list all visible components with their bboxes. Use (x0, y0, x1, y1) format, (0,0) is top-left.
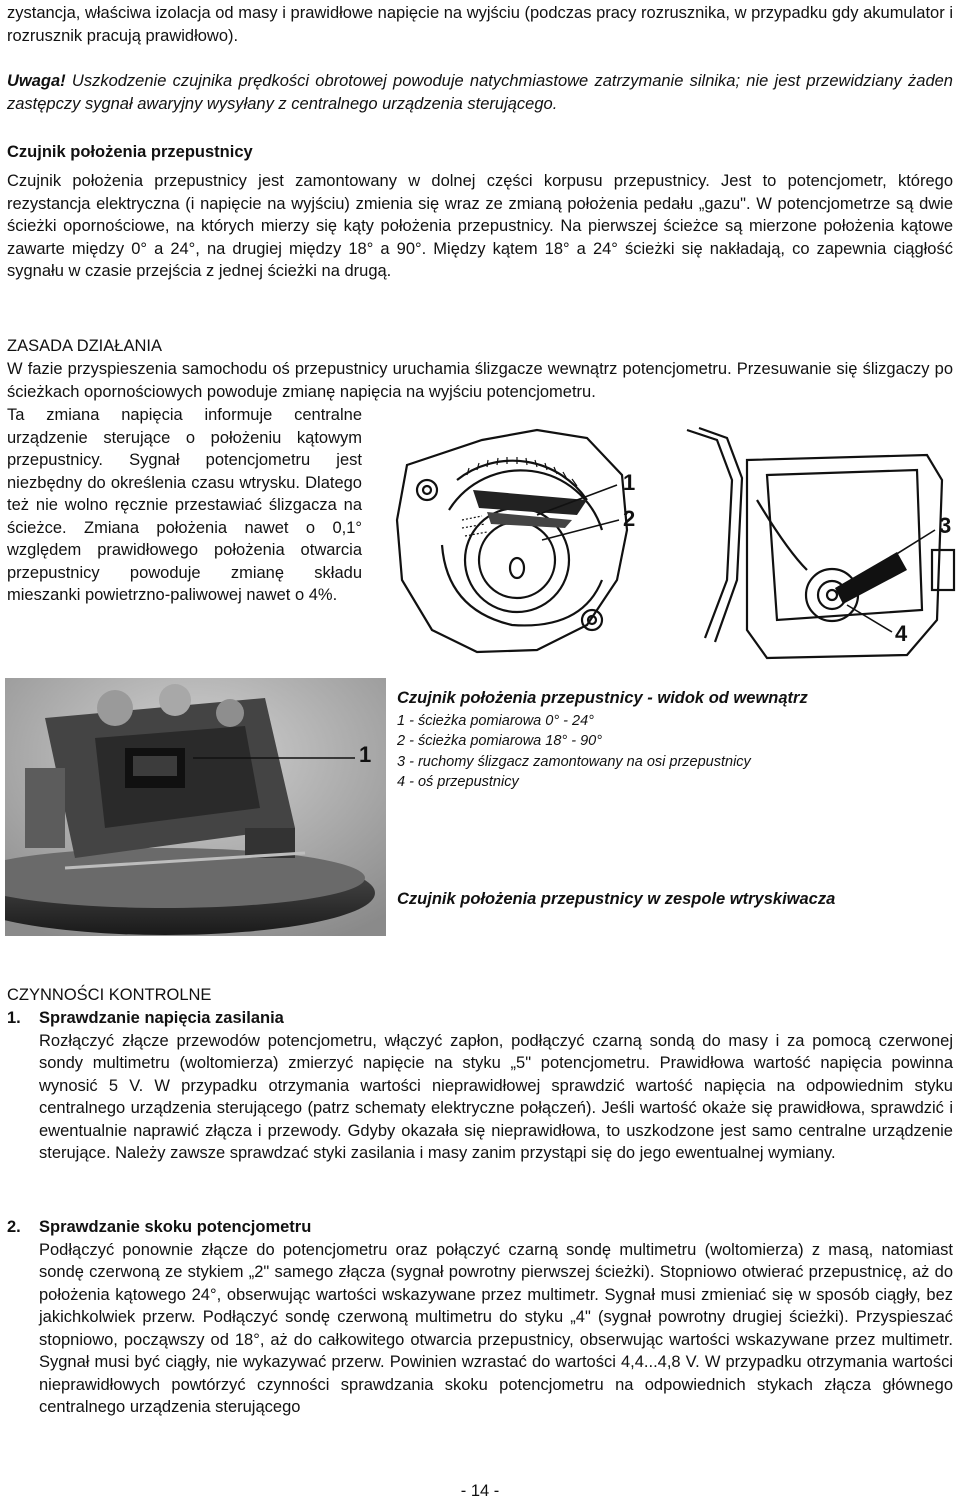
callout-2: 2 (623, 506, 636, 531)
zasada-lead-paragraph: W fazie przyspieszenia samochodu oś przepustnicy uruchamia ślizgacze wewnątrz potencjometru. Przesuwanie się ślizgaczy po ścieżkach oporności​owych powoduje zmianę napięcia na wyjściu potencjometru. (7, 360, 953, 401)
photo-callout-1: 1 (359, 742, 372, 767)
sensor-photo (5, 678, 386, 936)
caption-item: 4 - oś przepustnicy (397, 774, 519, 790)
page-number: - 14 - (460, 1482, 500, 1500)
section-heading-tps: Czujnik położenia przepustnicy (7, 143, 253, 161)
callout-1: 1 (623, 470, 636, 495)
tps-paragraph: Czujnik położenia przepustnicy jest zamontowany w dolnej części korpusu przepustnicy. Jest to potencjometr, którego rezystancja elektryczna (i napięcie na wyjściu) zmienia się wraz ze zmianą położenia pedału „gazu". W potencjometrze są dwie ścieżki oporności​owe, na których mierzy się kąty położenia przepustnicy. Na pierwszej ścieżce są mierzone położenia kątowe zawarte między 0° a 24°, na drugiej między 18° a 90°. Między kątem 18° a 24° ścieżki się nakładają, co zapewnia ciągłość sygnału w czasie przejścia z jednej ścieżki na drugą. (7, 172, 953, 280)
step-number: 2. (7, 1218, 21, 1236)
intro-paragraph: zystancja, właściwa izolacja od masy i prawidłowe napięcie na wyjściu (podczas pracy rozrusznika, w przypadku gdy akumulator i rozrusznik pracują prawidłowo). (7, 4, 953, 45)
section-heading-checks: CZYNNOŚCI KONTROLNE (7, 986, 212, 1004)
sensor-photo-image (5, 678, 386, 936)
warning-text: Uszkodzenie czujnika prędkości obrotowej powoduje natychmiastowe zatrzymanie silnika; nie jest przewidziany żaden zastępczy sygnał awaryjny wysyłany z centralnego urządzenia sterującego. (7, 72, 953, 113)
check-step (7, 1216, 953, 1419)
caption-item: 2 - ścieżka pomiarowa 18° - 90° (397, 733, 603, 749)
diagram-drawing (387, 420, 957, 668)
zasada-wrapped-paragraph: Ta zmiana napięcia informuje centralne urządzenie sterujące o położeniu kątowym przepustnicy. Sygnał potencjometru jest niezbędny do określenia czasu wtrysku. Dlatego też nie wolno ręcznie przestawiać ślizgacza na ścieżce. Zmiana położenia nawet o 0,1° względem prawidłowego położenia otwarcia przepustnicy powoduje zmianę składu mieszanki powietrzno-paliwowej nawet o 4%. (7, 406, 362, 604)
check-step (7, 1007, 953, 1165)
warning-paragraph (7, 70, 953, 115)
section-heading-zasada: ZASADA DZIAŁANIA (7, 337, 162, 355)
diagram-caption (397, 688, 953, 793)
step-title: Sprawdzanie napięcia zasilania (39, 1009, 284, 1027)
warning-label: Uwaga! (7, 72, 66, 90)
step-title: Sprawdzanie skoku potencjometru (39, 1218, 312, 1236)
photo-caption: Czujnik położenia przepustnicy w zespole wtryskiwacza (397, 890, 836, 908)
throttle-sensor-diagram (387, 420, 957, 668)
caption-item: 3 - ruchomy ślizgacz zamontowany na osi przepustnicy (397, 753, 751, 770)
callout-4: 4 (895, 621, 908, 646)
step-body: Rozłączyć złącze przewodów potencjometru, włączyć zapłon, podłączyć czarną sondą do masy i za pomocą czerwonej sondy multimetru (woltomierza) zmierzyć napięcie na styku „5" potencjometru. Prawidłowa wartość napięcia powinna wynosić 5 V. W przypadku otrzymania wartości nieprawidłowej sprawdzić wartość napięcia na odpowiednim styku centralnego urządzenia sterującego (patrz schematy elektryczne połączeń). Jeśli wartość okaże się prawidłowa, sprawdzić i ewentualnie naprawić złącza i przewody. Gdyby okazała się nieprawidłowa, to uszkodzone jest samo centralne urządzenie sterujące. Należy zawsze sprawdzać styki zasilania i masy zanim przystąpi się do jego ewentualnej wymiany. (39, 1031, 953, 1162)
step-body: Podłączyć ponownie złącze do potencjometru oraz połączyć czarną sondę multimetru (woltomierza) z masą, natomiast sondę czerwoną ze stykiem „2" samego złącza (sygnał powrotny pierwszej ścieżki). Stopniowo otwierać przepustnicę, aż do położenia kątowego 24°, obserwując wartości wskazywane przez multimetr. Sygnał musi zmieniać się w sposób ciągły, bez jakichkolwiek przerw. Podłączyć sondę czerwoną multimetru do styku „4" (sygnał powrotny drugiej ścieżki). Przyspieszać stopniowo, począwszy od 18°, aż do całkowitego otwarcia przepustnicy, obserwując wartości wskazywane przez multimetr. Sygnał musi być ciągły, nie wykazywać przerw. Powinien wzrastać do wartości 4,4...4,8 V. W przypadku otrzymania wartości nieprawidłowych powtórzyć czynności sprawdzania skoku potencjometru na odpowiednich stykach złącza głównego centralnego urządzenia sterującego (39, 1240, 953, 1416)
caption-item: 1 - ścieżka pomiarowa 0° - 24° (397, 712, 594, 729)
callout-3: 3 (939, 513, 952, 538)
diagram-caption-title: Czujnik położenia przepustnicy - widok od wewnątrz (397, 689, 808, 707)
step-number: 1. (7, 1009, 21, 1027)
